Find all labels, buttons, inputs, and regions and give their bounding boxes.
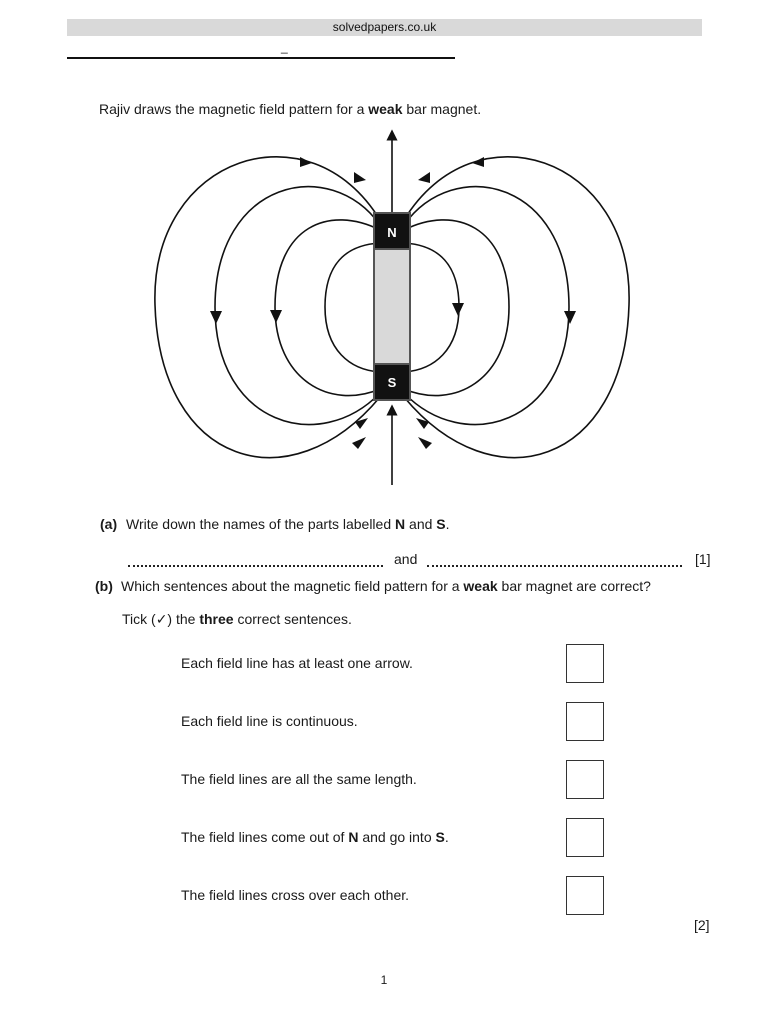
option-4-mid: and go into (358, 829, 436, 845)
instr-bold: three (199, 611, 234, 627)
question-b (95, 577, 651, 595)
page-number: 1 (380, 973, 388, 987)
north-label: N (387, 225, 397, 240)
marks-b: [2] (694, 917, 710, 933)
intro-after: bar magnet. (402, 101, 482, 117)
checkbox-option-5[interactable] (566, 876, 604, 915)
intro-bold: weak (368, 101, 403, 117)
arrow-icon (352, 437, 366, 449)
answer-field-s[interactable] (427, 551, 682, 567)
question-b-number: (b) (95, 578, 113, 594)
field-line-left-outer (155, 157, 380, 458)
and-word: and (394, 551, 418, 567)
question-a-s: S (436, 516, 446, 532)
answer-field-n[interactable] (128, 551, 383, 567)
option-3: The field lines are all the same length. (181, 771, 417, 787)
option-1: Each field line has at least one arrow. (181, 655, 413, 671)
checkbox-option-1[interactable] (566, 644, 604, 683)
arrow-icon (564, 311, 576, 324)
question-a-n: N (395, 516, 406, 532)
arrow-icon (354, 172, 366, 183)
option-4-before: The field lines come out of (181, 829, 349, 845)
field-line-right-inner (404, 243, 459, 372)
question-a-before: Write down the names of the parts labelled (126, 516, 396, 532)
option-4-after: . (444, 829, 449, 845)
arrow-icon (452, 303, 464, 316)
south-label: S (387, 375, 397, 390)
question-b-after: bar magnet are correct? (497, 578, 651, 594)
field-line-left-inner (325, 243, 380, 372)
arrow-icon (355, 418, 368, 429)
instr-before: Tick (✓) the (122, 611, 200, 627)
field-line-right-outer (404, 157, 629, 458)
header-rule (67, 57, 455, 59)
site-banner-text: solvedpapers.co.uk (332, 20, 437, 34)
field-line-right-2 (404, 187, 569, 425)
answer-line-a (128, 551, 718, 571)
checkbox-option-4[interactable] (566, 818, 604, 857)
site-banner (67, 19, 702, 36)
arrow-icon (418, 437, 432, 449)
question-a (100, 515, 450, 533)
arrow-icon (210, 311, 222, 324)
checkbox-option-3[interactable] (566, 760, 604, 799)
option-4 (181, 828, 449, 846)
magnet-body (374, 249, 410, 364)
question-b-before: Which sentences about the magnetic field pattern for a (121, 578, 464, 594)
question-b-bold: weak (463, 578, 498, 594)
option-5: The field lines cross over each other. (181, 887, 410, 903)
option-4-s: S (435, 829, 445, 845)
checkbox-option-2[interactable] (566, 702, 604, 741)
intro-before: Rajiv draws the magnetic field pattern for a (99, 101, 369, 117)
option-2: Each field line is continuous. (181, 713, 358, 729)
magnetic-field-diagram (140, 125, 640, 495)
marks-a: [1] (695, 551, 711, 567)
question-a-mid: and (405, 516, 437, 532)
question-a-number: (a) (100, 516, 118, 532)
intro-text (99, 100, 481, 118)
field-line-left-2 (215, 187, 380, 425)
arrow-icon (270, 310, 282, 323)
arrow-icon (418, 172, 430, 183)
bar-magnet (374, 213, 410, 400)
arrow-icon (416, 418, 429, 429)
question-a-after: . (445, 516, 450, 532)
header-dash: _ (281, 40, 288, 54)
tick-instruction (122, 610, 352, 628)
option-4-n: N (348, 829, 359, 845)
instr-after: correct sentences. (233, 611, 352, 627)
